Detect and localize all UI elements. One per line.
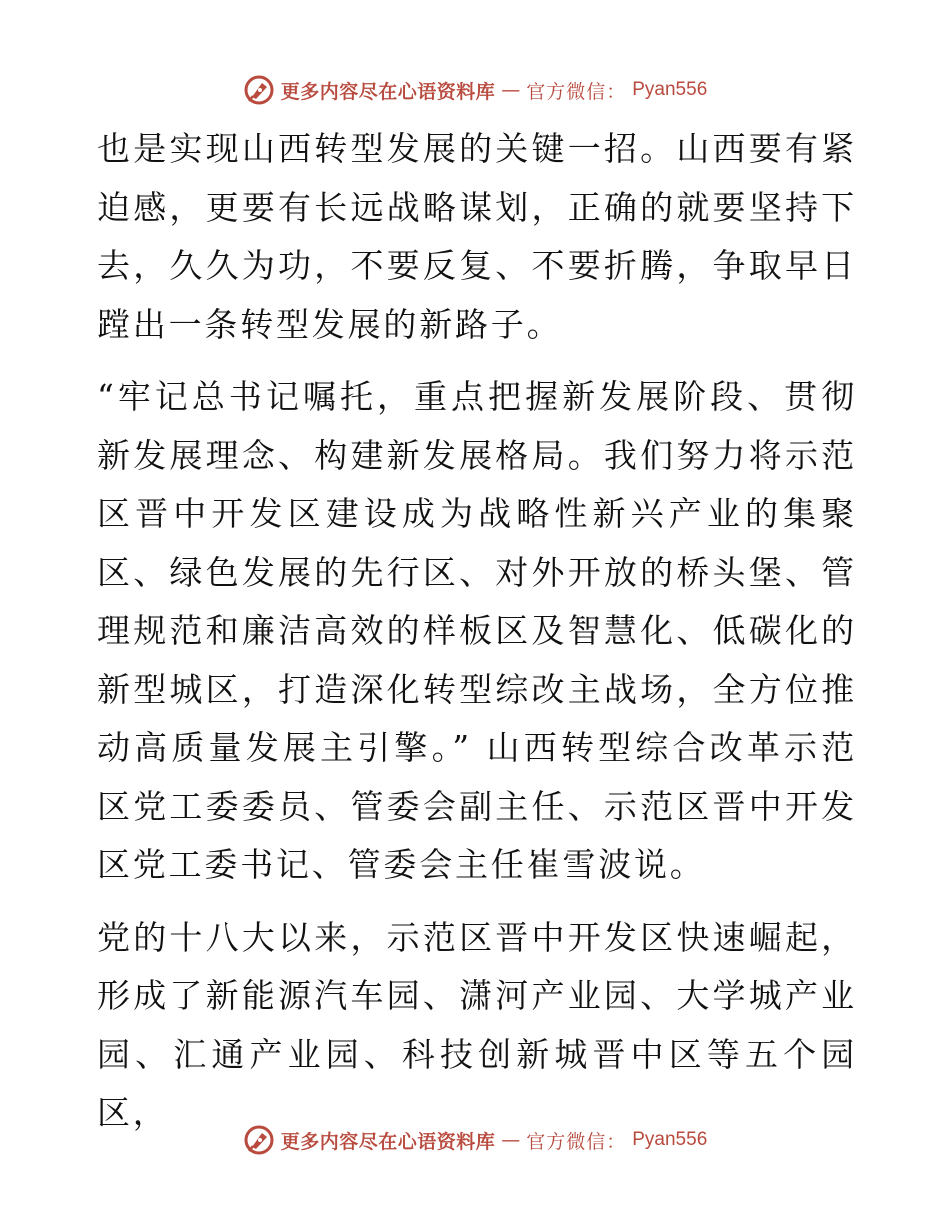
header-wechat-label: 官方微信： [526,80,627,103]
header-banner [0,70,950,110]
footer-wechat-id: Pyan556 [632,1129,708,1150]
paragraph-1: 也是实现山西转型发展的关键一招。山西要有紧迫感，更要有长远战略谋划，正确的就要坚持下去，久久为功，不要反复、不要折腾，争取早日蹚出一条转型发展的新路子。 [97,129,857,344]
paragraph-3: 党的十八大以来，示范区晋中开发区快速崛起，形成了新能源汽车园、潇河产业园、大学城产业园、汇通产业园、科技创新城晋中区等五个园区， [97,917,857,1132]
header-wechat-id: Pyan556 [632,79,708,100]
header-site-text: 更多内容尽在心语资料库 [280,80,496,103]
paragraph-2: “牢记总书记嘱托，重点把握新发展阶段、贯彻新发展理念、构建新发展格局。我们努力将示范区晋中开发区建设成为战略性新兴产业的集聚区、绿色发展的先行区、对外开放的桥头堡、管理规范和廉洁高效的样板区及智慧化、低碳化的新型城区，打造深化转型综改主战场，全方位推动高质量发展主引擎。” 山西转型综合改革示范区党工委委员、管委会副主任、示范区晋中开发区党工委书记、管委会主任崔雪波说。 [97,377,857,884]
header-separator: — [501,79,521,101]
document-body [97,120,857,1143]
pen-nib-circle-icon [243,1124,275,1156]
footer-wechat-label: 官方微信： [526,1130,627,1153]
footer-site-text: 更多内容尽在心语资料库 [280,1130,496,1153]
footer-banner [0,1120,950,1160]
footer-separator: — [501,1129,521,1151]
pen-nib-circle-icon [243,74,275,106]
